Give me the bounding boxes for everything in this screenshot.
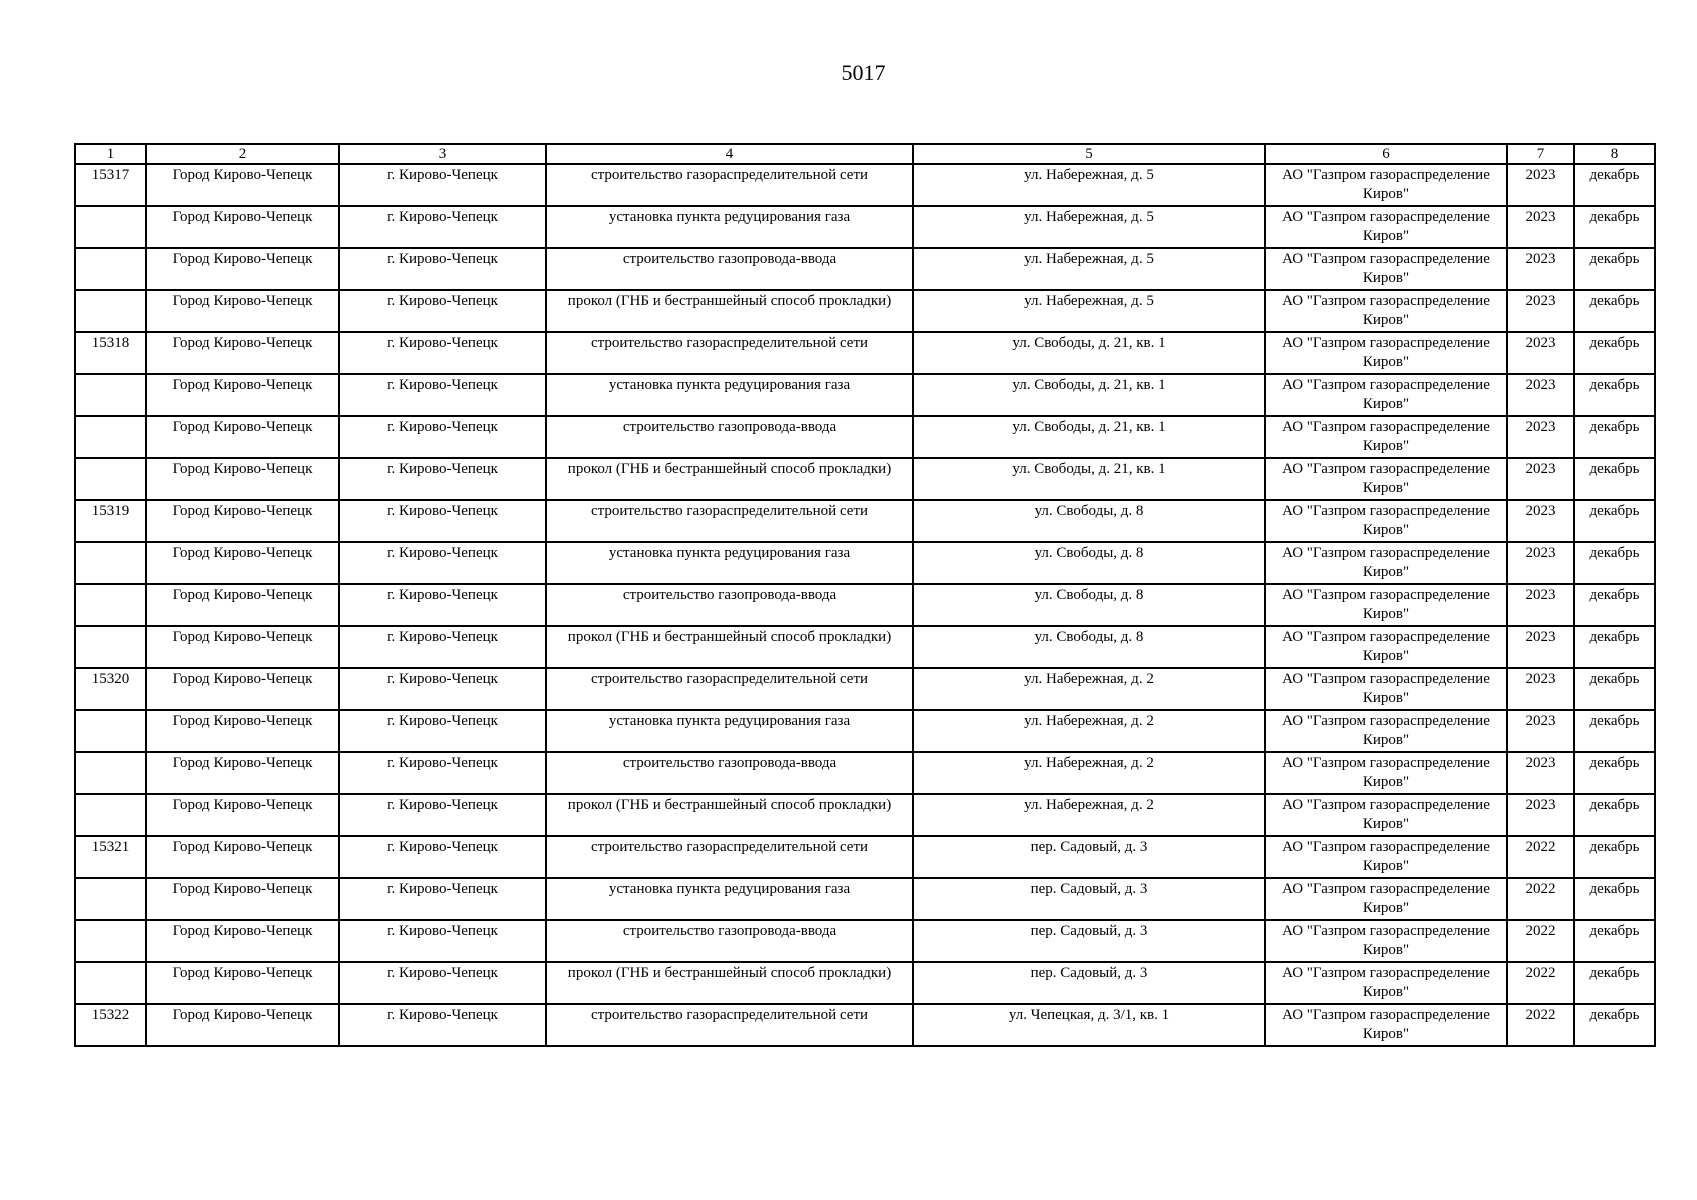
year-cell: 2022 [1507,1004,1574,1046]
work-type-cell: строительство газораспределительной сети [546,164,913,206]
organization-cell: АО "Газпром газораспределение Киров" [1265,1004,1507,1046]
settlement-cell: г. Кирово-Чепецк [339,668,546,710]
work-type-cell: строительство газораспределительной сети [546,1004,913,1046]
municipality-cell: Город Кирово-Чепецк [146,836,339,878]
municipality-cell: Город Кирово-Чепецк [146,584,339,626]
month-cell: декабрь [1574,584,1655,626]
municipality-cell: Город Кирово-Чепецк [146,542,339,584]
year-cell: 2023 [1507,164,1574,206]
work-type-cell: строительство газораспределительной сети [546,668,913,710]
object-number-cell: 15319 [75,500,146,542]
year-cell: 2023 [1507,794,1574,836]
year-cell: 2023 [1507,710,1574,752]
work-type-cell: прокол (ГНБ и бестраншейный способ прокладки) [546,626,913,668]
organization-cell: АО "Газпром газораспределение Киров" [1265,668,1507,710]
month-cell: декабрь [1574,878,1655,920]
object-number-cell [75,878,146,920]
column-header-2: 2 [146,144,339,164]
address-cell: ул. Набережная, д. 5 [913,206,1265,248]
work-type-cell: установка пункта редуцирования газа [546,878,913,920]
municipality-cell: Город Кирово-Чепецк [146,794,339,836]
column-header-6: 6 [1265,144,1507,164]
table-body [75,164,1655,1046]
work-type-cell: строительство газораспределительной сети [546,836,913,878]
settlement-cell: г. Кирово-Чепецк [339,542,546,584]
table-row [75,668,1655,710]
municipality-cell: Город Кирово-Чепецк [146,164,339,206]
address-cell: ул. Набережная, д. 5 [913,248,1265,290]
municipality-cell: Город Кирово-Чепецк [146,920,339,962]
settlement-cell: г. Кирово-Чепецк [339,374,546,416]
year-cell: 2022 [1507,920,1574,962]
object-number-cell: 15317 [75,164,146,206]
table-row [75,710,1655,752]
municipality-cell: Город Кирово-Чепецк [146,1004,339,1046]
organization-cell: АО "Газпром газораспределение Киров" [1265,584,1507,626]
organization-cell: АО "Газпром газораспределение Киров" [1265,962,1507,1004]
address-cell: пер. Садовый, д. 3 [913,836,1265,878]
year-cell: 2023 [1507,374,1574,416]
address-cell: ул. Набережная, д. 5 [913,164,1265,206]
organization-cell: АО "Газпром газораспределение Киров" [1265,836,1507,878]
month-cell: декабрь [1574,626,1655,668]
table-row [75,374,1655,416]
year-cell: 2023 [1507,542,1574,584]
month-cell: декабрь [1574,920,1655,962]
table-row [75,794,1655,836]
year-cell: 2023 [1507,416,1574,458]
organization-cell: АО "Газпром газораспределение Киров" [1265,710,1507,752]
work-type-cell: прокол (ГНБ и бестраншейный способ прокладки) [546,458,913,500]
settlement-cell: г. Кирово-Чепецк [339,164,546,206]
month-cell: декабрь [1574,542,1655,584]
year-cell: 2023 [1507,332,1574,374]
work-type-cell: строительство газопровода-ввода [546,920,913,962]
table-row [75,458,1655,500]
settlement-cell: г. Кирово-Чепецк [339,752,546,794]
municipality-cell: Город Кирово-Чепецк [146,962,339,1004]
organization-cell: АО "Газпром газораспределение Киров" [1265,164,1507,206]
table-row [75,416,1655,458]
address-cell: ул. Свободы, д. 21, кв. 1 [913,332,1265,374]
table-row [75,1004,1655,1046]
month-cell: декабрь [1574,668,1655,710]
organization-cell: АО "Газпром газораспределение Киров" [1265,626,1507,668]
column-header-3: 3 [339,144,546,164]
year-cell: 2023 [1507,500,1574,542]
work-type-cell: установка пункта редуцирования газа [546,374,913,416]
address-cell: пер. Садовый, д. 3 [913,920,1265,962]
object-number-cell [75,290,146,332]
object-number-cell [75,206,146,248]
municipality-cell: Город Кирово-Чепецк [146,416,339,458]
settlement-cell: г. Кирово-Чепецк [339,206,546,248]
work-type-cell: строительство газораспределительной сети [546,500,913,542]
table-row [75,836,1655,878]
year-cell: 2022 [1507,836,1574,878]
work-type-cell: установка пункта редуцирования газа [546,206,913,248]
table-row [75,332,1655,374]
object-number-cell [75,584,146,626]
municipality-cell: Город Кирово-Чепецк [146,458,339,500]
address-cell: ул. Набережная, д. 2 [913,710,1265,752]
object-number-cell: 15318 [75,332,146,374]
organization-cell: АО "Газпром газораспределение Киров" [1265,500,1507,542]
settlement-cell: г. Кирово-Чепецк [339,920,546,962]
settlement-cell: г. Кирово-Чепецк [339,626,546,668]
municipality-cell: Город Кирово-Чепецк [146,206,339,248]
settlement-cell: г. Кирово-Чепецк [339,500,546,542]
year-cell: 2023 [1507,290,1574,332]
municipality-cell: Город Кирово-Чепецк [146,332,339,374]
address-cell: ул. Свободы, д. 8 [913,584,1265,626]
table-row [75,626,1655,668]
column-header-4: 4 [546,144,913,164]
work-type-cell: установка пункта редуцирования газа [546,542,913,584]
settlement-cell: г. Кирово-Чепецк [339,290,546,332]
address-cell: пер. Садовый, д. 3 [913,962,1265,1004]
settlement-cell: г. Кирово-Чепецк [339,794,546,836]
month-cell: декабрь [1574,836,1655,878]
address-cell: ул. Набережная, д. 5 [913,290,1265,332]
table-row [75,248,1655,290]
month-cell: декабрь [1574,164,1655,206]
month-cell: декабрь [1574,458,1655,500]
month-cell: декабрь [1574,374,1655,416]
work-type-cell: прокол (ГНБ и бестраншейный способ прокладки) [546,962,913,1004]
organization-cell: АО "Газпром газораспределение Киров" [1265,248,1507,290]
object-number-cell [75,626,146,668]
organization-cell: АО "Газпром газораспределение Киров" [1265,752,1507,794]
table-row [75,500,1655,542]
address-cell: ул. Набережная, д. 2 [913,794,1265,836]
organization-cell: АО "Газпром газораспределение Киров" [1265,290,1507,332]
work-type-cell: строительство газопровода-ввода [546,416,913,458]
municipality-cell: Город Кирово-Чепецк [146,626,339,668]
settlement-cell: г. Кирово-Чепецк [339,248,546,290]
settlement-cell: г. Кирово-Чепецк [339,962,546,1004]
month-cell: декабрь [1574,416,1655,458]
month-cell: декабрь [1574,794,1655,836]
month-cell: декабрь [1574,752,1655,794]
column-header-1: 1 [75,144,146,164]
settlement-cell: г. Кирово-Чепецк [339,1004,546,1046]
table-row [75,542,1655,584]
object-number-cell: 15321 [75,836,146,878]
object-number-cell [75,458,146,500]
object-number-cell [75,542,146,584]
table-row [75,878,1655,920]
month-cell: декабрь [1574,206,1655,248]
register-table [74,143,1656,1047]
year-cell: 2023 [1507,668,1574,710]
organization-cell: АО "Газпром газораспределение Киров" [1265,794,1507,836]
municipality-cell: Город Кирово-Чепецк [146,668,339,710]
settlement-cell: г. Кирово-Чепецк [339,710,546,752]
month-cell: декабрь [1574,710,1655,752]
object-number-cell [75,248,146,290]
column-header-7: 7 [1507,144,1574,164]
object-number-cell: 15320 [75,668,146,710]
table-row [75,206,1655,248]
month-cell: декабрь [1574,500,1655,542]
municipality-cell: Город Кирово-Чепецк [146,878,339,920]
work-type-cell: строительство газопровода-ввода [546,584,913,626]
table-row [75,962,1655,1004]
address-cell: пер. Садовый, д. 3 [913,878,1265,920]
object-number-cell [75,374,146,416]
address-cell: ул. Чепецкая, д. 3/1, кв. 1 [913,1004,1265,1046]
month-cell: декабрь [1574,290,1655,332]
address-cell: ул. Свободы, д. 8 [913,542,1265,584]
settlement-cell: г. Кирово-Чепецк [339,584,546,626]
organization-cell: АО "Газпром газораспределение Киров" [1265,542,1507,584]
organization-cell: АО "Газпром газораспределение Киров" [1265,332,1507,374]
organization-cell: АО "Газпром газораспределение Киров" [1265,878,1507,920]
work-type-cell: строительство газопровода-ввода [546,248,913,290]
year-cell: 2023 [1507,584,1574,626]
address-cell: ул. Набережная, д. 2 [913,668,1265,710]
object-number-cell [75,920,146,962]
settlement-cell: г. Кирово-Чепецк [339,332,546,374]
settlement-cell: г. Кирово-Чепецк [339,416,546,458]
work-type-cell: прокол (ГНБ и бестраншейный способ прокладки) [546,290,913,332]
address-cell: ул. Свободы, д. 21, кв. 1 [913,374,1265,416]
table-header [75,144,1655,164]
work-type-cell: прокол (ГНБ и бестраншейный способ прокладки) [546,794,913,836]
settlement-cell: г. Кирово-Чепецк [339,878,546,920]
page-number: 5017 [841,60,886,85]
organization-cell: АО "Газпром газораспределение Киров" [1265,416,1507,458]
organization-cell: АО "Газпром газораспределение Киров" [1265,374,1507,416]
municipality-cell: Город Кирово-Чепецк [146,710,339,752]
year-cell: 2023 [1507,248,1574,290]
year-cell: 2023 [1507,458,1574,500]
object-number-cell [75,416,146,458]
year-cell: 2023 [1507,752,1574,794]
table-row [75,290,1655,332]
month-cell: декабрь [1574,962,1655,1004]
municipality-cell: Город Кирово-Чепецк [146,500,339,542]
settlement-cell: г. Кирово-Чепецк [339,836,546,878]
column-header-8: 8 [1574,144,1655,164]
object-number-cell [75,710,146,752]
object-number-cell [75,752,146,794]
organization-cell: АО "Газпром газораспределение Киров" [1265,920,1507,962]
year-cell: 2023 [1507,206,1574,248]
work-type-cell: строительство газораспределительной сети [546,332,913,374]
year-cell: 2022 [1507,878,1574,920]
municipality-cell: Город Кирово-Чепецк [146,248,339,290]
address-cell: ул. Свободы, д. 8 [913,500,1265,542]
municipality-cell: Город Кирово-Чепецк [146,290,339,332]
month-cell: декабрь [1574,1004,1655,1046]
object-number-cell: 15322 [75,1004,146,1046]
month-cell: декабрь [1574,332,1655,374]
address-cell: ул. Свободы, д. 8 [913,626,1265,668]
column-header-5: 5 [913,144,1265,164]
month-cell: декабрь [1574,248,1655,290]
column-number-row [75,144,1655,164]
year-cell: 2022 [1507,962,1574,1004]
work-type-cell: установка пункта редуцирования газа [546,710,913,752]
municipality-cell: Город Кирово-Чепецк [146,374,339,416]
address-cell: ул. Набережная, д. 2 [913,752,1265,794]
table-row [75,920,1655,962]
organization-cell: АО "Газпром газораспределение Киров" [1265,458,1507,500]
municipality-cell: Город Кирово-Чепецк [146,752,339,794]
object-number-cell [75,962,146,1004]
work-type-cell: строительство газопровода-ввода [546,752,913,794]
year-cell: 2023 [1507,626,1574,668]
object-number-cell [75,794,146,836]
address-cell: ул. Свободы, д. 21, кв. 1 [913,458,1265,500]
address-cell: ул. Свободы, д. 21, кв. 1 [913,416,1265,458]
table-row [75,752,1655,794]
settlement-cell: г. Кирово-Чепецк [339,458,546,500]
organization-cell: АО "Газпром газораспределение Киров" [1265,206,1507,248]
table-row [75,584,1655,626]
table-row [75,164,1655,206]
